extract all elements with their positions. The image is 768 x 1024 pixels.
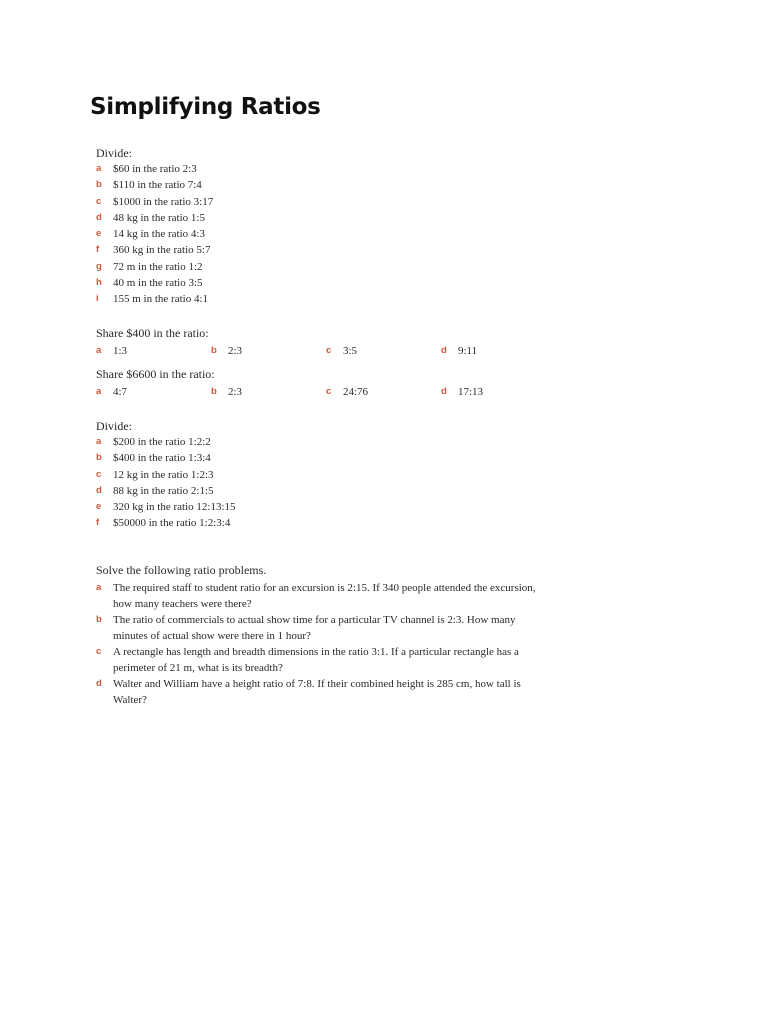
list-item bbox=[96, 434, 556, 450]
ratio-row bbox=[96, 343, 556, 359]
list-item bbox=[96, 161, 556, 177]
list-item bbox=[96, 226, 556, 242]
list-item bbox=[96, 612, 556, 644]
item-letter: i bbox=[96, 293, 99, 305]
item-letter: f bbox=[96, 517, 100, 529]
list-item bbox=[96, 210, 556, 226]
ratio-cell bbox=[96, 343, 211, 359]
item-letter: c bbox=[96, 195, 102, 207]
item-letter: b bbox=[96, 452, 102, 464]
list-item bbox=[96, 467, 556, 483]
item-text: 3:5 bbox=[343, 345, 358, 357]
item-letter: g bbox=[96, 260, 102, 272]
item-letter: c bbox=[326, 345, 332, 356]
item-letter: d bbox=[96, 484, 102, 496]
list-item bbox=[96, 644, 556, 676]
item-text: 4:7 bbox=[113, 386, 128, 398]
item-letter: e bbox=[96, 501, 102, 513]
item-letter: c bbox=[96, 646, 102, 657]
item-letter: a bbox=[96, 436, 102, 447]
section-heading: Divide: bbox=[96, 419, 132, 433]
item-letter: h bbox=[96, 277, 102, 289]
item-text: $60 in the ratio 2:3 bbox=[113, 163, 197, 175]
item-text: 12 kg in the ratio 1:2:3 bbox=[113, 468, 214, 481]
list-item bbox=[96, 580, 556, 612]
divide-section-2 bbox=[96, 418, 556, 532]
word-problems-section bbox=[96, 562, 556, 708]
item-letter: f bbox=[96, 244, 100, 256]
item-text: 2:3 bbox=[228, 386, 243, 398]
item-text: 320 kg in the ratio 12:13:15 bbox=[113, 501, 236, 514]
item-text: Walter and William have a height ratio of 7:8. If their combined height is 285 cm, how tall is Walter? bbox=[113, 678, 521, 706]
section-heading: Share $6600 in the ratio: bbox=[96, 367, 215, 381]
ratio-row bbox=[96, 384, 556, 400]
item-text: 14 kg in the ratio 4:3 bbox=[113, 228, 205, 241]
item-text: $1000 in the ratio 3:17 bbox=[113, 195, 214, 208]
item-text: 88 kg in the ratio 2:1:5 bbox=[113, 484, 214, 497]
item-text: The ratio of commercials to actual show time for a particular TV channel is 2:3. How many minutes of actual show were there in 1 hour? bbox=[113, 614, 516, 642]
item-letter: b bbox=[96, 614, 102, 625]
item-letter: c bbox=[326, 386, 332, 397]
list-item bbox=[96, 242, 556, 258]
list-item bbox=[96, 450, 556, 466]
item-letter: b bbox=[211, 345, 217, 356]
share-6600-section bbox=[96, 366, 556, 400]
item-text: $110 in the ratio 7:4 bbox=[113, 179, 202, 192]
item-letter: a bbox=[96, 163, 102, 174]
item-letter: c bbox=[96, 468, 102, 480]
section-heading: Solve the following ratio problems. bbox=[96, 563, 267, 577]
section-heading: Divide: bbox=[96, 146, 132, 160]
item-text: $400 in the ratio 1:3:4 bbox=[113, 452, 211, 465]
list-item bbox=[96, 275, 556, 291]
list-item bbox=[96, 259, 556, 275]
item-text: 155 m in the ratio 4:1 bbox=[113, 293, 209, 306]
item-letter: d bbox=[441, 386, 447, 397]
list-item bbox=[96, 194, 556, 210]
list-item bbox=[96, 177, 556, 193]
list-item bbox=[96, 499, 556, 515]
list-item bbox=[96, 483, 556, 499]
share-400-section bbox=[96, 325, 556, 359]
ratio-cell bbox=[211, 384, 326, 400]
item-text: 40 m in the ratio 3:5 bbox=[113, 277, 203, 290]
section-heading: Share $400 in the ratio: bbox=[96, 326, 209, 340]
item-letter: e bbox=[96, 228, 102, 240]
item-text: 2:3 bbox=[228, 345, 243, 357]
item-text: 9:11 bbox=[458, 345, 478, 357]
ratio-cell bbox=[441, 384, 556, 400]
item-letter: a bbox=[96, 582, 102, 593]
ratio-cell bbox=[326, 384, 441, 400]
item-text: 48 kg in the ratio 1:5 bbox=[113, 211, 205, 224]
ratio-cell bbox=[326, 343, 441, 359]
item-letter: d bbox=[96, 211, 102, 223]
item-letter: b bbox=[211, 386, 217, 397]
divide-section-1 bbox=[96, 145, 556, 308]
item-text: 360 kg in the ratio 5:7 bbox=[113, 244, 211, 257]
item-letter: a bbox=[96, 345, 102, 356]
item-letter: b bbox=[96, 179, 102, 191]
item-text: The required staff to student ratio for an excursion is 2:15. If 340 people attended the excursion, how many teachers were there? bbox=[113, 582, 536, 610]
ratio-cell bbox=[441, 343, 556, 359]
item-text: 72 m in the ratio 1:2 bbox=[113, 260, 203, 273]
page-title: Simplifying Ratios bbox=[90, 94, 321, 120]
item-letter: d bbox=[96, 678, 102, 689]
list-item bbox=[96, 515, 556, 531]
item-text: $50000 in the ratio 1:2:3:4 bbox=[113, 517, 231, 530]
item-letter: a bbox=[96, 386, 102, 397]
list-item bbox=[96, 291, 556, 307]
item-text: 17:13 bbox=[458, 386, 484, 398]
ratio-cell bbox=[211, 343, 326, 359]
item-text: $200 in the ratio 1:2:2 bbox=[113, 436, 211, 448]
list-item bbox=[96, 676, 556, 708]
item-text: A rectangle has length and breadth dimensions in the ratio 3:1. If a particular rectangle has a perimeter of 21 m, what is its breadth? bbox=[113, 646, 519, 674]
item-letter: d bbox=[441, 345, 447, 356]
ratio-cell bbox=[96, 384, 211, 400]
item-text: 24:76 bbox=[343, 386, 369, 398]
item-text: 1:3 bbox=[113, 345, 128, 357]
